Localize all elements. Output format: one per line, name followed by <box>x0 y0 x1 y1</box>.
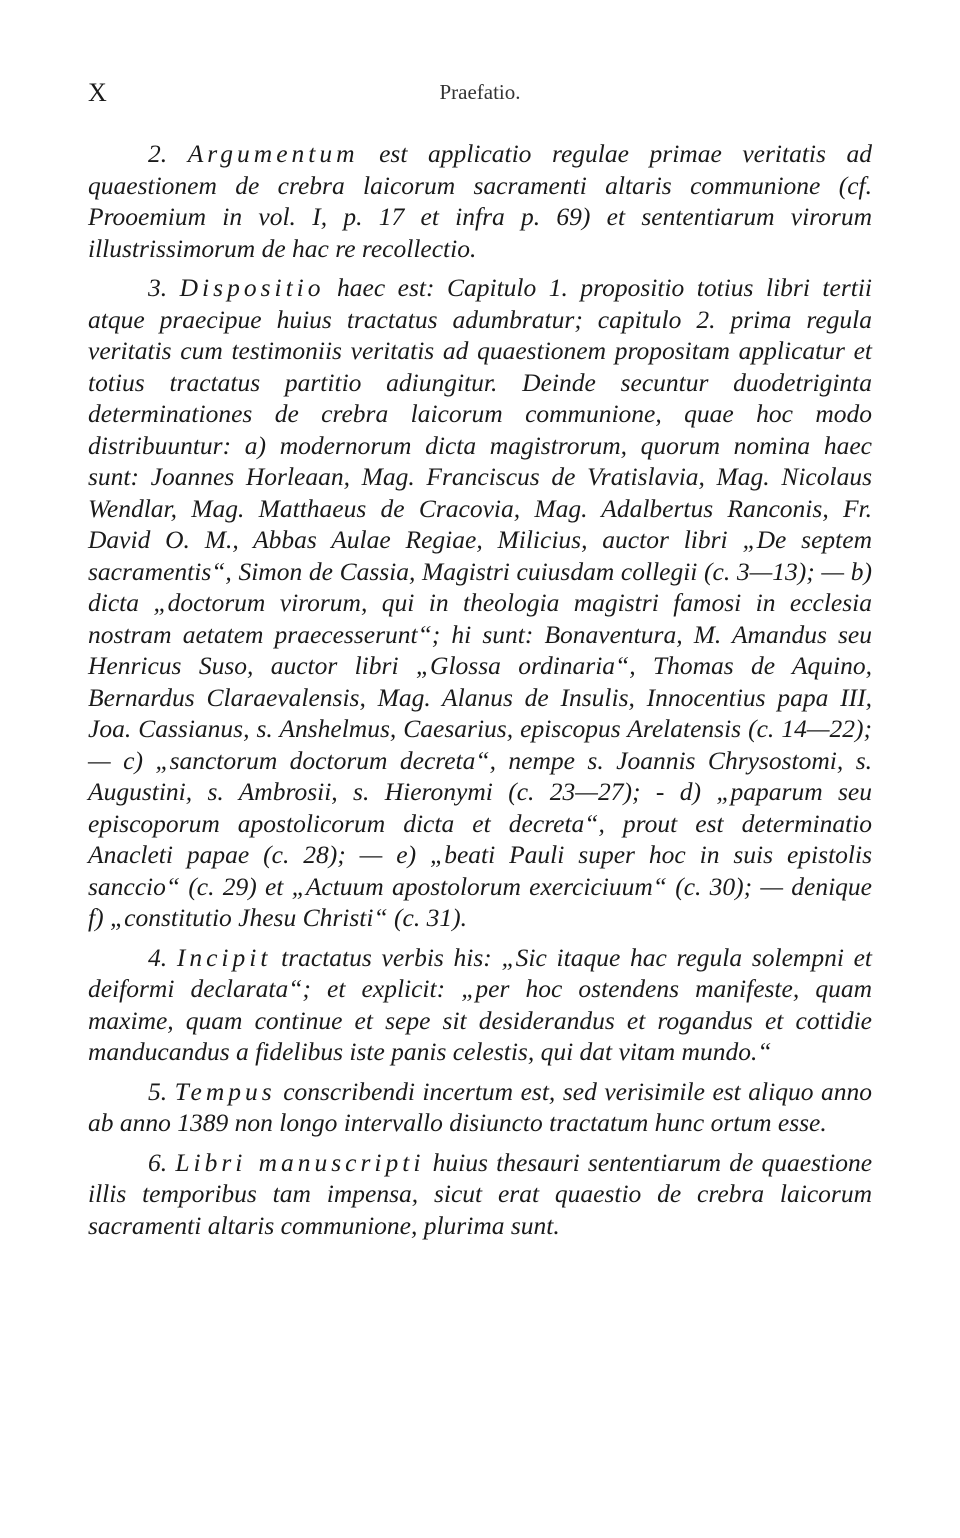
page-number: X <box>88 78 108 107</box>
paragraph-text: huius thesauri sententiarum de quaestione illis temporibus tam impensa, sicut erat quaestio de crebra laicorum sacramenti altaris communione, plurima sunt. <box>88 1147 873 1240</box>
paragraph-libri <box>88 1147 872 1242</box>
paragraph-lead: Tempus <box>174 1076 276 1106</box>
paragraph-incipit <box>88 942 872 1068</box>
running-title: Praefatio. <box>439 80 521 104</box>
paragraph-lead: Libri manuscripti <box>175 1147 425 1177</box>
paragraph-text: haec est: Capitulo 1. propositio totius libri tertii atque praecipue huius tractatus adumbratur; capitulo 2. prima regula veritatis cum testimoniis veritatis ad quaestionem propositam applicatur et totius tractatus partitio adiungitur. Deinde secuntur duodetriginta determinationes de crebra laicorum communione, quae hoc modo distribuuntur: a) modernorum dicta magistrorum, quorum nomina haec sunt: Joannes Horleaan, Mag. Franciscus de Vratislavia, Mag. Nicolaus Wendlar, Mag. Matthaeus de Cracovia, Mag. Adalbertus Ranconis, Fr. David O. M., Abbas Aulae Regiae, Milicius, auctor libri „De septem sacramentis“, Simon de Cassia, Magistri cuiusdam collegii (c. 3—13); — b) dicta „doctorum virorum, qui in theologia magistri famosi in ecclesia nostram aetatem praecesserunt“; hi sunt: Bonaventura, M. Amandus seu Henricus Suso, auctor libri „Glossa ordinaria“, Thomas de Aquino, Bernardus Claraevalensis, Mag. Alanus de Insulis, Innocentius papa III, Joa. Cassianus, s. Anshelmus, Caesarius, episcopus Arelatensis (c. 14—22); — c) „sanctorum doctorum decreta“, nempe s. Joannis Chrysostomi, s. Augustini, s. Ambrosii, s. Hieronymi (c. 23—27); - d) „paparum seu episcoporum apostolicorum dicta et decreta“, prout est determinatio Anacleti papae (c. 28); — e) „beati Pauli super hoc in suis epistolis sanccio“ (c. 29) et „Actuum apostolorum exerciciuum“ (c. 30); — denique f) „constitutio Jhesu Christi“ (c. 31). <box>88 273 873 932</box>
paragraph-number: 3. <box>148 273 168 302</box>
paragraph-text: est applicatio regulae primae veritatis ad quaestionem de crebra laicorum sacramenti altaris communione (cf. Prooemium in vol. I, p. 17 et infra p. 69) et sententiarum virorum illustrissimorum de hac re recollectio. <box>88 139 873 263</box>
text-body <box>88 138 872 1249</box>
paragraph-text: conscribendi incertum est, sed verisimile est aliquo anno ab anno 1389 non longo intervallo disiuncto tractatum hunc ortum esse. <box>88 1076 872 1137</box>
paragraph-number: 6. <box>148 1147 168 1177</box>
paragraph-lead: Incipit <box>176 942 272 972</box>
paragraph-lead: Dispositio <box>179 273 325 302</box>
paragraph-number: 2. <box>148 139 168 168</box>
paragraph-text: tractatus verbis his: „Sic itaque hac regula solempni et deiformi declarata“; et explicit: „per hoc ostendens manifeste, quam maxime, quam continue et sepe sit desiderandus et rogandus et cottidie manducandus a fidelibus iste panis celestis, qui dat vitam mundo.“ <box>88 942 873 1066</box>
paragraph-tempus <box>88 1076 872 1139</box>
page-header <box>88 78 872 112</box>
paragraph-number: 4. <box>148 942 168 972</box>
paragraph-number: 5. <box>148 1076 168 1106</box>
paragraph-argumentum <box>88 138 872 264</box>
paragraph-dispositio <box>88 272 872 934</box>
paragraph-lead: Argumentum <box>187 139 359 168</box>
